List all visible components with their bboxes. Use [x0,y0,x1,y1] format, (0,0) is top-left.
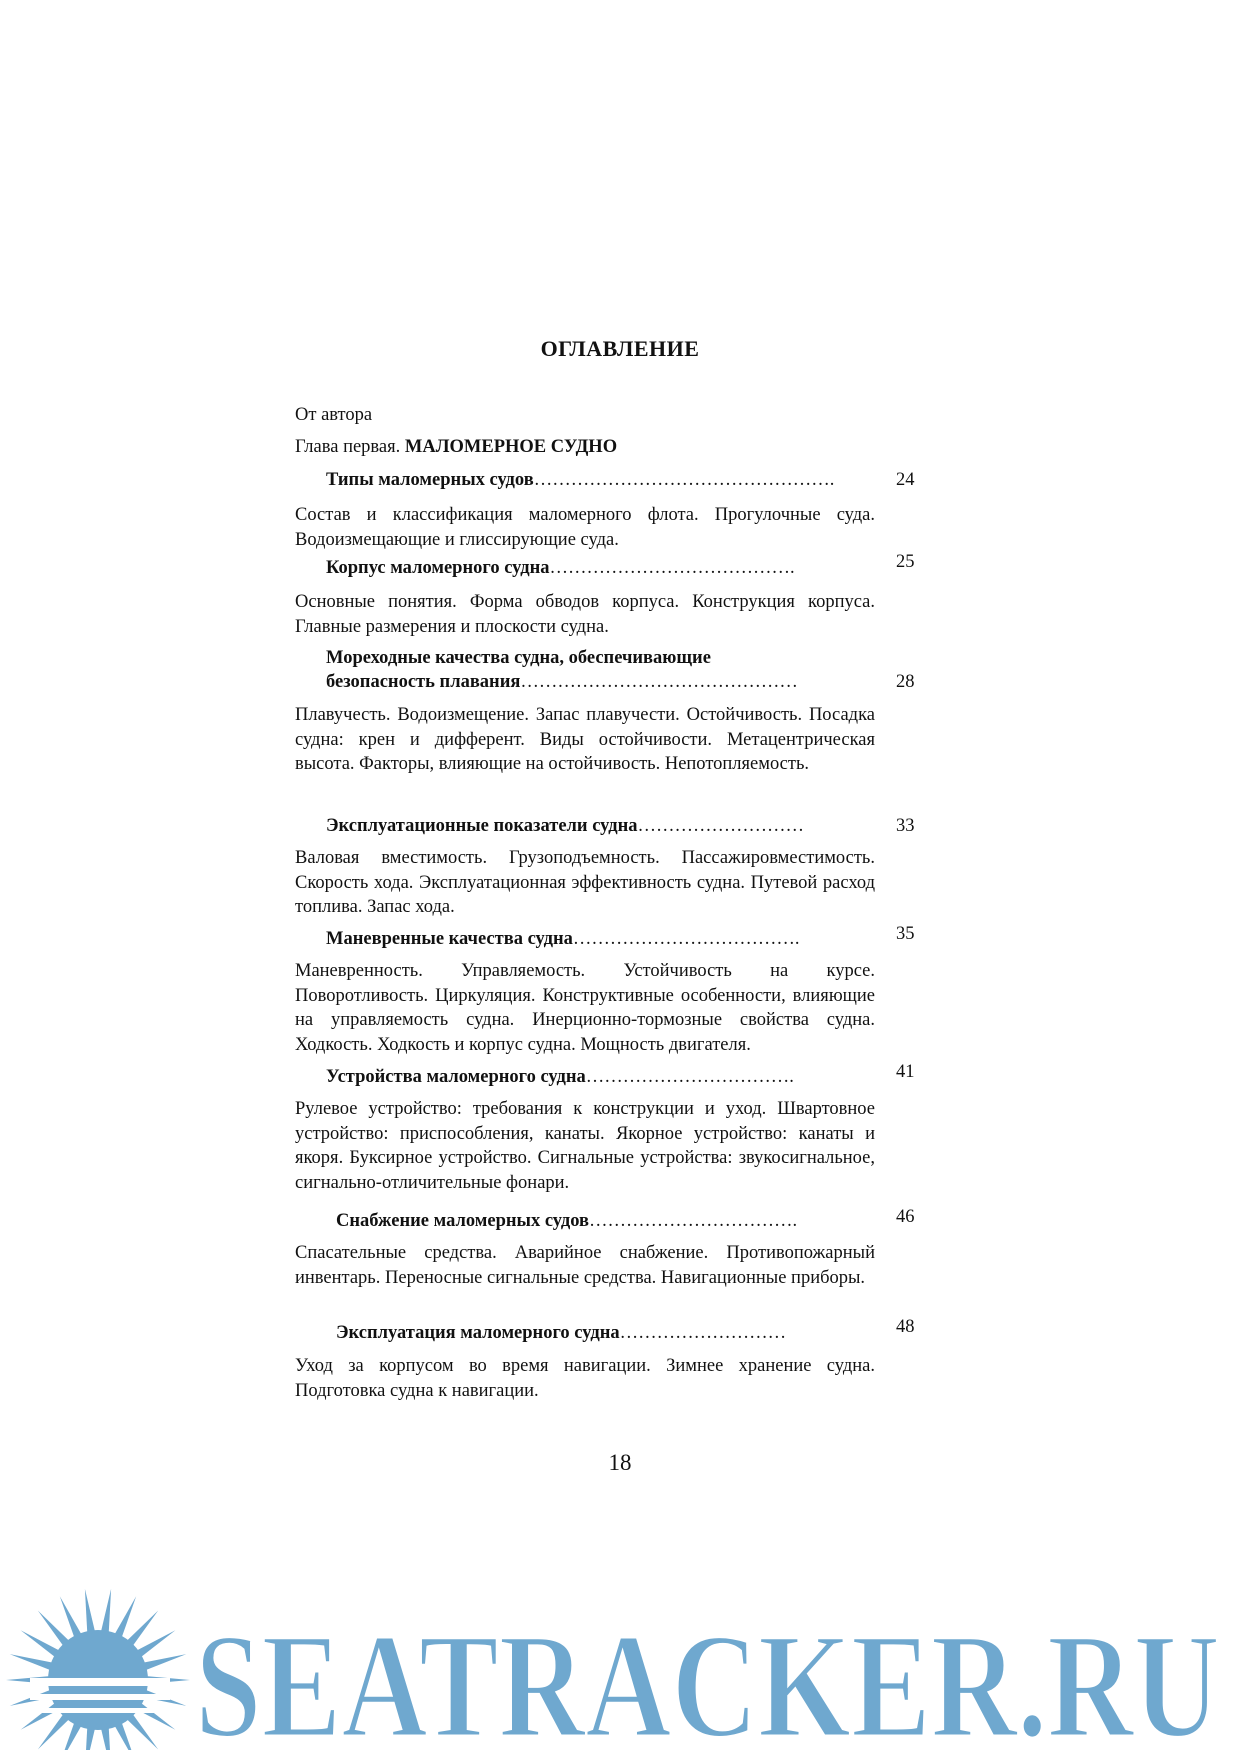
toc-entry-page: 28 [896,672,915,692]
chapter-title: МАЛОМЕРНОЕ СУДНО [404,437,618,457]
toc-entry-page: 25 [896,552,915,572]
toc-leader-dots: …………………………………………. [533,470,835,490]
toc-entry-page: 33 [896,816,915,836]
toc-entry-title: Корпус маломерного судна [326,558,550,578]
watermark-graphic [0,1570,1240,1750]
toc-entry-page: 48 [896,1317,915,1337]
chapter-prefix: Глава первая. [295,437,401,457]
sun-ray [113,1596,136,1640]
page-title: ОГЛАВЛЕНИЕ [540,336,700,361]
toc-entry-description: Плавучесть. Водоизмещение. Запас плавучести. Остойчивость. Посадка судна: крен и дифферент. Виды остойчивости. Метацентрическая высота. Факторы, влияющие на остойчивость. Непотопляемость. [295,705,875,774]
toc-entry-hull [326,557,795,579]
toc-entry-title: безопасность плавания [326,672,521,692]
toc-entry-page: 46 [896,1207,915,1227]
toc-entry-supplies [336,1210,797,1232]
toc-leader-dots: ……………………… [619,1323,787,1343]
from-author-entry: От автора [295,405,373,425]
toc-entry-description: Маневренность. Управляемость. Устойчивость на курсе. Поворотливость. Циркуляция. Конструктивные особенности, влияющие на управляемость судна. Инерционно-тормозные свойства судна. Ходкость. Ходкость и корпус судна. Мощность двигателя. [295,961,875,1055]
toc-leader-dots: ……………………………………… [520,672,798,692]
toc-entry-title: Эксплуатация маломерного судна [336,1323,620,1343]
toc-entry-page: 35 [896,924,915,944]
toc-leader-dots: ………………………………. [572,929,800,949]
toc-entry-maneuvering [326,928,800,950]
toc-entry-description: Уход за корпусом во время навигации. Зимнее хранение судна. Подготовка судна к навигации. [295,1356,875,1401]
sun-logo-icon [6,1589,190,1750]
toc-entry-page: 41 [896,1062,915,1082]
toc-leader-dots: ……………………………. [585,1067,794,1087]
sun-ray [141,1654,187,1671]
toc-entry-title: Типы маломерных судов [326,470,534,490]
toc-entry-description: Основные понятия. Форма обводов корпуса. Конструкция корпуса. Главные размерения и плоскости судна. [295,592,875,637]
toc-entry-description: Рулевое устройство: требования к конструкции и уход. Швартовное устройство: приспособления, канаты. Якорное устройство: канаты и якоря. Буксирное устройство. Сигнальные устройства: звукосигнальное, сигнально-отличительные фонари. [295,1099,875,1193]
toc-entry-devices [326,1066,794,1088]
toc-entry-description: Валовая вместимость. Грузоподъемность. Пассажировместимость. Скорость хода. Эксплуатационная эффективность судна. Путевой расход топлива. Запас хода. [295,848,875,917]
chapter-heading [295,436,617,458]
toc-entry-title-line1: Мореходные качества судна, обеспечивающие [326,648,711,668]
toc-leader-dots: …………………………………. [549,558,795,578]
toc-entry-description: Спасательные средства. Аварийное снабжение. Противопожарный инвентарь. Переносные сигнальные средства. Навигационные приборы. [295,1243,875,1288]
watermark-text: SEATRACKER.RU [195,1603,1220,1750]
toc-entry-types [326,469,834,491]
toc-leader-dots: ……………………………. [589,1211,798,1231]
sun-ray [60,1596,83,1640]
toc-entry-title: Снабжение маломерных судов [336,1211,590,1231]
toc-entry-title: Маневренные качества судна [326,929,573,949]
toc-entry-seaworthiness [326,671,798,693]
toc-entry-title: Эксплуатационные показатели судна [326,816,638,836]
toc-entry-page: 24 [896,470,915,490]
toc-entry-operation [336,1322,786,1344]
toc-entry-seaworthiness-line1 [326,647,711,669]
page-number: 18 [608,1450,632,1475]
sun-ray [100,1589,111,1635]
sun-ray [85,1589,96,1635]
toc-entry-title: Устройства маломерного судна [326,1067,586,1087]
watermark [0,1570,1240,1750]
toc-entry-description: Состав и классификация маломерного флота. Прогулочные суда. Водоизмещающие и глиссирующие суда. [295,505,875,550]
sun-ray [10,1654,56,1671]
toc-entry-operational [326,815,804,837]
toc-leader-dots: ……………………… [637,816,805,836]
